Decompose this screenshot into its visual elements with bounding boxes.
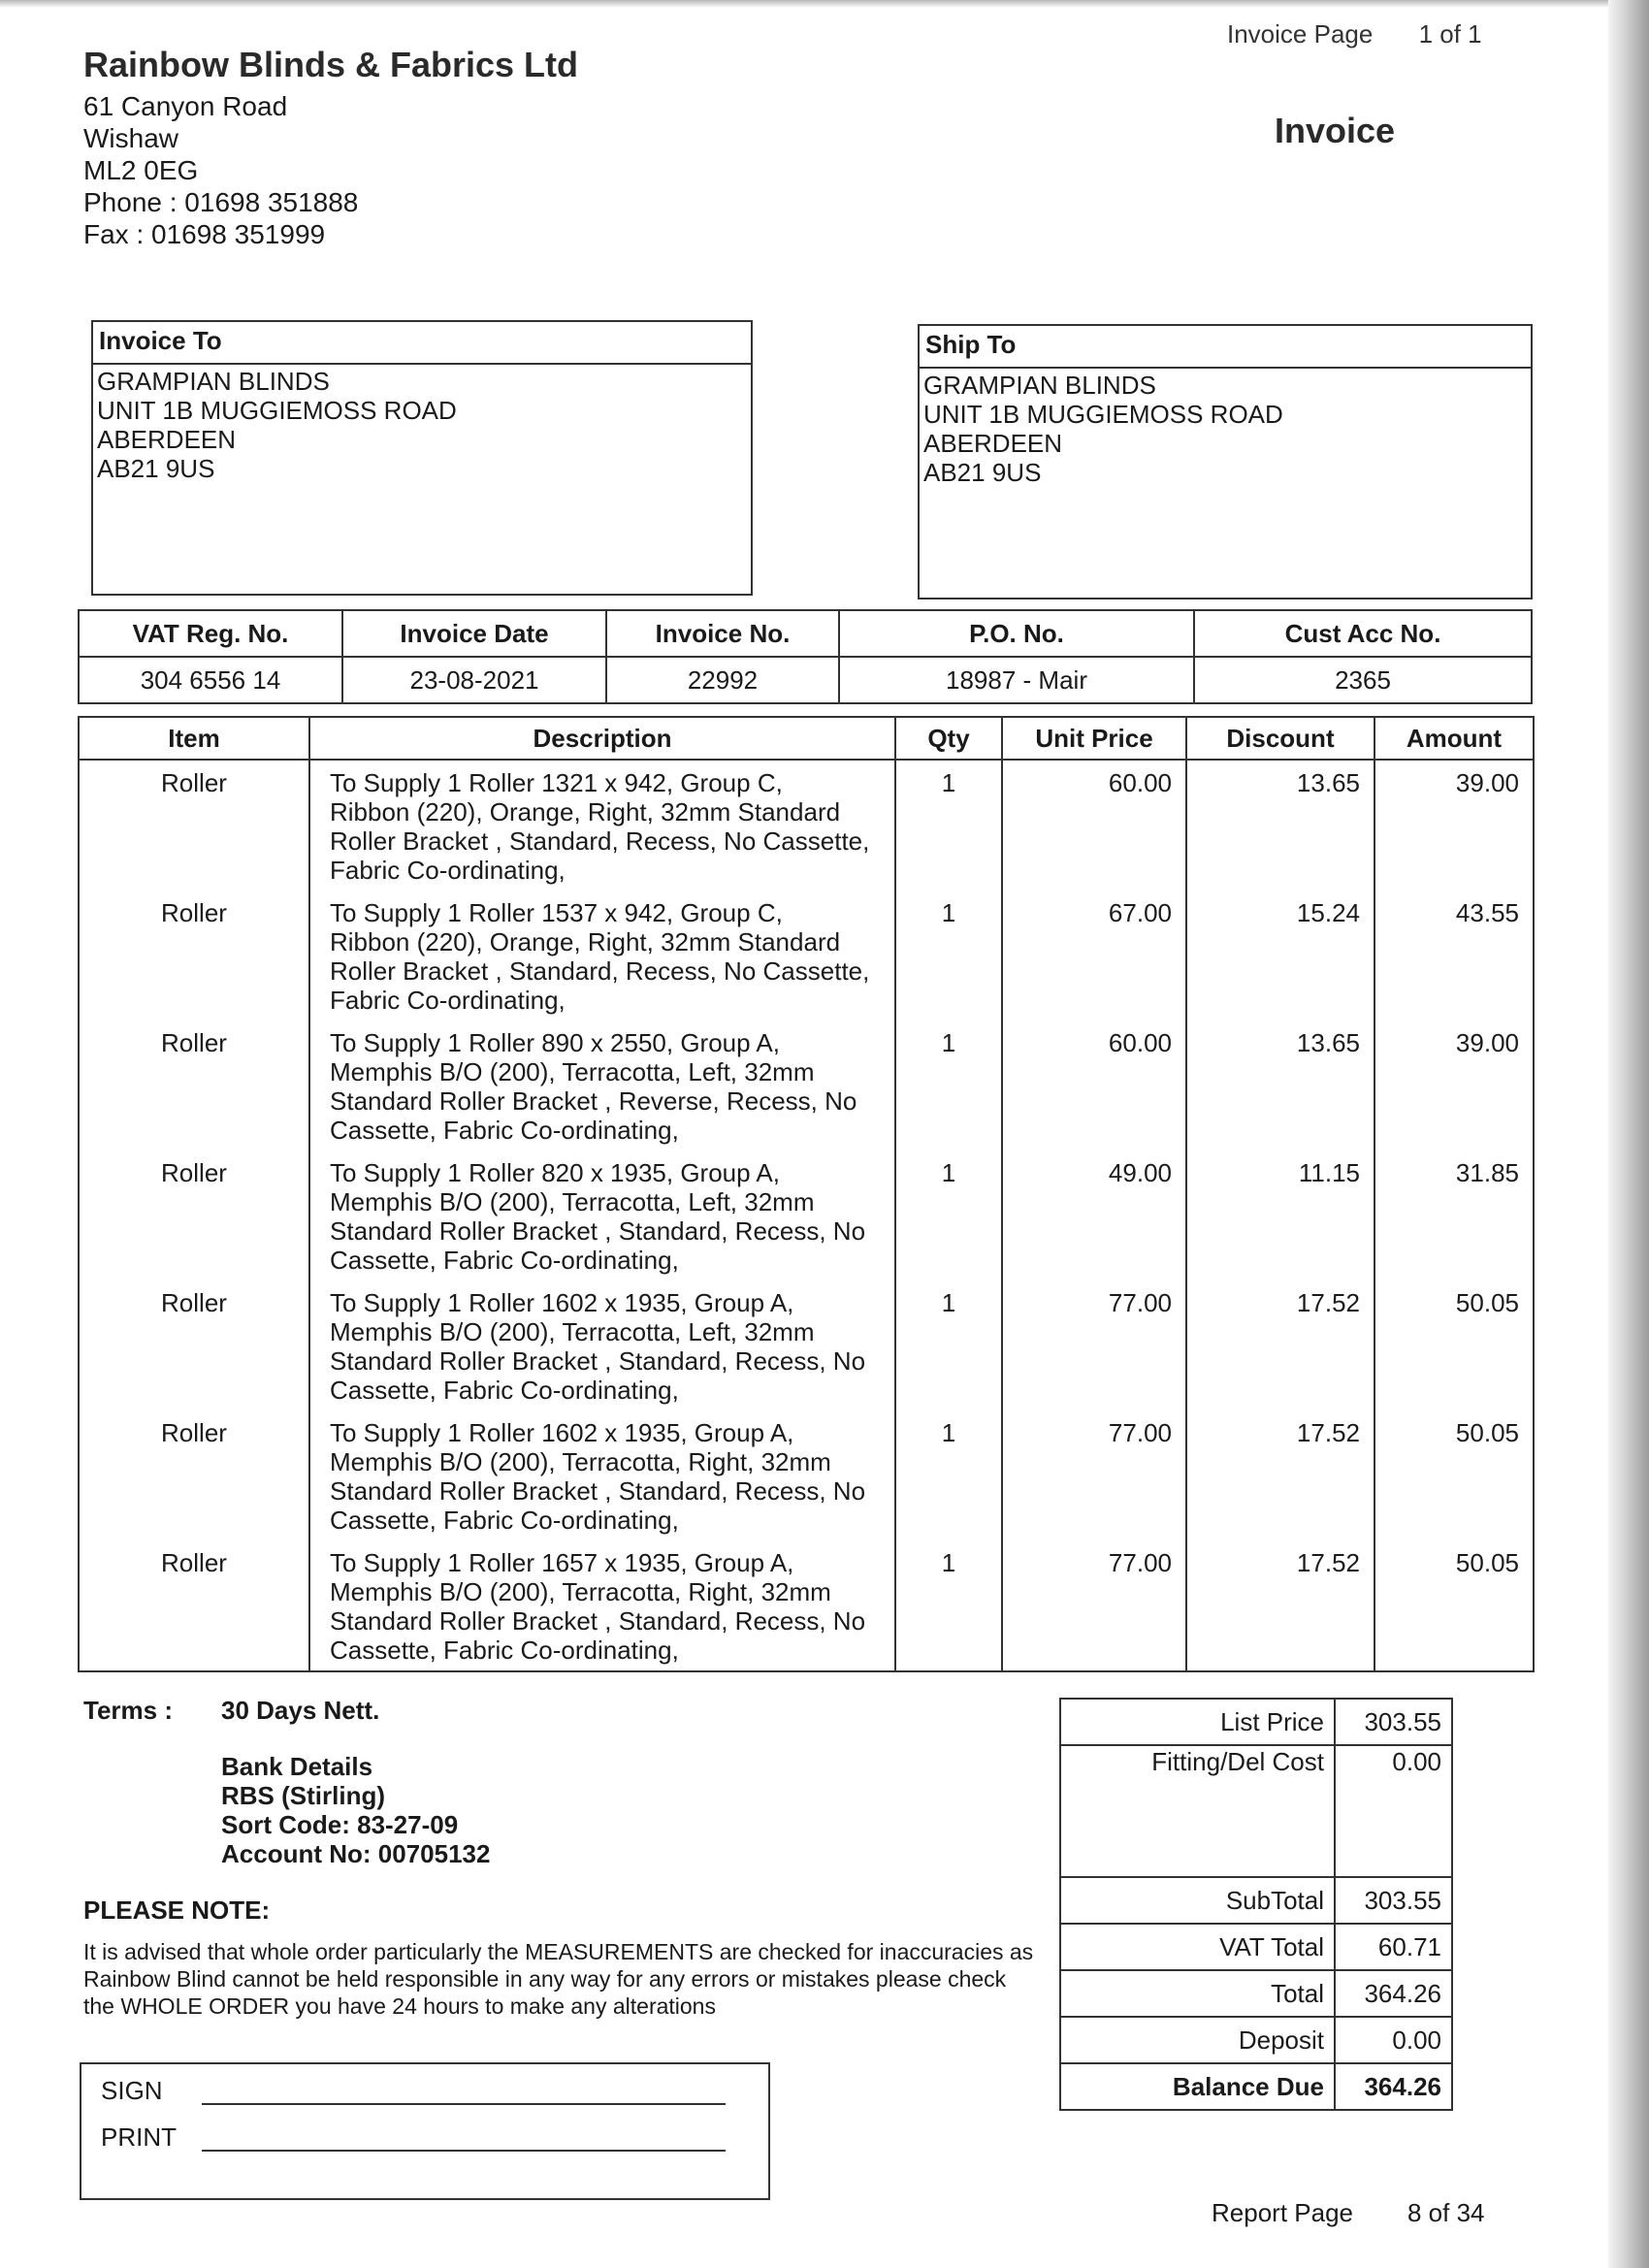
description-line: Memphis B/O (200), Terracotta, Left, 32mm <box>330 1317 815 1346</box>
description-line: To Supply 1 Roller 1321 x 942, Group C, <box>330 768 783 797</box>
ship-to-address <box>920 369 1531 489</box>
bank-details-heading: Bank Details <box>221 1752 373 1781</box>
table-row <box>79 760 1534 891</box>
signature-box <box>80 2062 770 2200</box>
description-line: Ribbon (220), Orange, Right, 32mm Standard <box>330 927 841 956</box>
table-row <box>79 1410 1534 1540</box>
unit-price-cell: 60.00 <box>1002 1021 1186 1150</box>
invoice-date-header: Invoice Date <box>342 610 606 657</box>
fitting-label: Fitting/Del Cost <box>1060 1745 1335 1877</box>
invoice-page-indicator <box>1227 19 1521 49</box>
address-line: ABERDEEN <box>923 429 1063 458</box>
description-line: Standard Roller Bracket , Reverse, Recess, No <box>330 1086 857 1116</box>
description-line: Standard Roller Bracket , Standard, Recess, No <box>330 1476 866 1506</box>
discount-cell: 17.52 <box>1186 1410 1374 1540</box>
balance-due-label: Balance Due <box>1060 2063 1335 2110</box>
deposit-label: Deposit <box>1060 2017 1335 2063</box>
table-row <box>79 1021 1534 1150</box>
discount-header: Discount <box>1186 717 1374 760</box>
qty-cell: 1 <box>895 1150 1002 1280</box>
address-line: ABERDEEN <box>97 425 237 454</box>
vat-reg-value: 304 6556 14 <box>79 657 342 703</box>
amount-cell: 31.85 <box>1374 1150 1534 1280</box>
unit-price-cell: 77.00 <box>1002 1540 1186 1671</box>
deposit-value: 0.00 <box>1335 2017 1452 2063</box>
line-items-table <box>78 716 1535 1672</box>
description-line: Cassette, Fabric Co-ordinating, <box>330 1246 679 1275</box>
discount-cell: 13.65 <box>1186 1021 1374 1150</box>
item-cell: Roller <box>79 1280 309 1410</box>
account-number: Account No: 00705132 <box>221 1839 491 1868</box>
description-line: Memphis B/O (200), Terracotta, Right, 32mm <box>330 1577 831 1606</box>
description-line: To Supply 1 Roller 1657 x 1935, Group A, <box>330 1548 794 1577</box>
terms-label: Terms : <box>83 1696 173 1725</box>
description-line: Standard Roller Bracket , Standard, Recess, No <box>330 1346 866 1376</box>
invoice-no-value: 22992 <box>606 657 839 703</box>
description-line: Memphis B/O (200), Terracotta, Right, 32mm <box>330 1447 831 1476</box>
scan-top-edge <box>0 0 1649 8</box>
address-line: GRAMPIAN BLINDS <box>97 367 330 396</box>
company-fax: Fax : 01698 351999 <box>83 219 326 249</box>
description-cell <box>309 1150 895 1280</box>
description-line: Cassette, Fabric Co-ordinating, <box>330 1116 679 1145</box>
invoice-to-heading: Invoice To <box>93 322 751 365</box>
cust-acc-header: Cust Acc No. <box>1194 610 1532 657</box>
description-line: Cassette, Fabric Co-ordinating, <box>330 1376 679 1405</box>
sign-label: SIGN <box>101 2076 163 2105</box>
scan-right-edge <box>1608 0 1649 2268</box>
unit-price-cell: 49.00 <box>1002 1150 1186 1280</box>
subtotal-label: SubTotal <box>1060 1877 1335 1924</box>
invoice-no-header: Invoice No. <box>606 610 839 657</box>
po-no-header: P.O. No. <box>839 610 1194 657</box>
unit-price-cell: 67.00 <box>1002 891 1186 1021</box>
discount-cell: 15.24 <box>1186 891 1374 1021</box>
invoice-to-box <box>91 320 753 596</box>
item-cell: Roller <box>79 1021 309 1150</box>
description-line: To Supply 1 Roller 890 x 2550, Group A, <box>330 1028 780 1057</box>
print-line[interactable] <box>202 2150 726 2152</box>
report-page-value: 8 of 34 <box>1407 2198 1485 2227</box>
fitting-value: 0.00 <box>1335 1745 1452 1877</box>
amount-cell: 39.00 <box>1374 1021 1534 1150</box>
unit-price-cell: 60.00 <box>1002 760 1186 891</box>
terms-value: 30 Days Nett. <box>221 1696 380 1725</box>
item-cell: Roller <box>79 1540 309 1671</box>
sort-code: Sort Code: 83-27-09 <box>221 1810 459 1839</box>
unit-price-cell: 77.00 <box>1002 1410 1186 1540</box>
invoice-date-value: 23-08-2021 <box>342 657 606 703</box>
item-cell: Roller <box>79 1410 309 1540</box>
description-line: Ribbon (220), Orange, Right, 32mm Standard <box>330 797 841 826</box>
amount-cell: 39.00 <box>1374 760 1534 891</box>
ship-to-box <box>918 324 1533 599</box>
qty-cell: 1 <box>895 1540 1002 1671</box>
description-cell <box>309 760 895 891</box>
total-label: Total <box>1060 1970 1335 2017</box>
table-row <box>79 1540 1534 1671</box>
bank-name: RBS (Stirling) <box>221 1781 385 1810</box>
amount-cell: 50.05 <box>1374 1280 1534 1410</box>
item-header: Item <box>79 717 309 760</box>
address-line: GRAMPIAN BLINDS <box>923 371 1156 400</box>
invoice-page-label: Invoice Page <box>1227 19 1374 49</box>
address-line: AB21 9US <box>97 454 215 483</box>
address-line: UNIT 1B MUGGIEMOSS ROAD <box>923 400 1283 429</box>
discount-cell: 11.15 <box>1186 1150 1374 1280</box>
cust-acc-value: 2365 <box>1194 657 1532 703</box>
description-header: Description <box>309 717 895 760</box>
company-name: Rainbow Blinds & Fabrics Ltd <box>83 45 579 84</box>
qty-cell: 1 <box>895 1280 1002 1410</box>
note-text: It is advised that whole order particularly the MEASUREMENTS are checked for inaccuracies as Rainbow Blind cannot be held responsible in any way for any errors or mistakes please check the WHOLE ORDER you have 24 hours to make any alterations <box>83 1939 1034 2019</box>
description-line: To Supply 1 Roller 820 x 1935, Group A, <box>330 1158 780 1187</box>
discount-cell: 17.52 <box>1186 1280 1374 1410</box>
description-line: To Supply 1 Roller 1602 x 1935, Group A, <box>330 1418 794 1447</box>
total-value: 364.26 <box>1335 1970 1452 2017</box>
qty-cell: 1 <box>895 1021 1002 1150</box>
description-cell <box>309 1280 895 1410</box>
description-line: Cassette, Fabric Co-ordinating, <box>330 1506 679 1535</box>
qty-cell: 1 <box>895 1410 1002 1540</box>
amount-cell: 43.55 <box>1374 891 1534 1021</box>
description-cell <box>309 1410 895 1540</box>
description-line: To Supply 1 Roller 1602 x 1935, Group A, <box>330 1288 794 1317</box>
table-row <box>79 891 1534 1021</box>
description-line: Fabric Co-ordinating, <box>330 856 566 885</box>
description-line: Roller Bracket , Standard, Recess, No Cassette, <box>330 826 870 856</box>
company-phone: Phone : 01698 351888 <box>83 187 359 217</box>
description-line: To Supply 1 Roller 1537 x 942, Group C, <box>330 898 783 927</box>
report-page-label: Report Page <box>1212 2198 1353 2227</box>
print-label: PRINT <box>101 2122 177 2152</box>
po-no-value: 18987 - Mair <box>839 657 1194 703</box>
document-title: Invoice <box>1275 111 1396 150</box>
description-cell <box>309 1540 895 1671</box>
company-address-line: Wishaw <box>83 123 179 153</box>
description-cell <box>309 891 895 1021</box>
description-line: Memphis B/O (200), Terracotta, Left, 32mm <box>330 1057 815 1086</box>
company-address-line: ML2 0EG <box>83 155 199 185</box>
subtotal-value: 303.55 <box>1335 1877 1452 1924</box>
table-row <box>79 1150 1534 1280</box>
amount-header: Amount <box>1374 717 1534 760</box>
item-cell: Roller <box>79 891 309 1021</box>
sign-line[interactable] <box>202 2103 726 2105</box>
description-line: Standard Roller Bracket , Standard, Recess, No <box>330 1606 866 1636</box>
description-line: Cassette, Fabric Co-ordinating, <box>330 1636 679 1665</box>
vat-total-label: VAT Total <box>1060 1924 1335 1970</box>
discount-cell: 13.65 <box>1186 760 1374 891</box>
description-cell <box>309 1021 895 1150</box>
list-price-value: 303.55 <box>1335 1699 1452 1745</box>
note-title: PLEASE NOTE: <box>83 1895 271 1925</box>
invoice-info-table <box>78 609 1533 704</box>
qty-cell: 1 <box>895 760 1002 891</box>
unit-price-header: Unit Price <box>1002 717 1186 760</box>
balance-due-value: 364.26 <box>1335 2063 1452 2110</box>
address-line: AB21 9US <box>923 458 1042 487</box>
address-line: UNIT 1B MUGGIEMOSS ROAD <box>97 396 457 425</box>
amount-cell: 50.05 <box>1374 1540 1534 1671</box>
list-price-label: List Price <box>1060 1699 1335 1745</box>
invoice-to-address <box>93 365 751 485</box>
vat-reg-header: VAT Reg. No. <box>79 610 342 657</box>
item-cell: Roller <box>79 760 309 891</box>
table-row <box>79 1280 1534 1410</box>
description-line: Roller Bracket , Standard, Recess, No Cassette, <box>330 956 870 986</box>
qty-header: Qty <box>895 717 1002 760</box>
ship-to-heading: Ship To <box>920 326 1531 369</box>
unit-price-cell: 77.00 <box>1002 1280 1186 1410</box>
qty-cell: 1 <box>895 891 1002 1021</box>
vat-total-value: 60.71 <box>1335 1924 1452 1970</box>
discount-cell: 17.52 <box>1186 1540 1374 1671</box>
description-line: Memphis B/O (200), Terracotta, Left, 32mm <box>330 1187 815 1216</box>
amount-cell: 50.05 <box>1374 1410 1534 1540</box>
description-line: Standard Roller Bracket , Standard, Recess, No <box>330 1216 866 1246</box>
company-address-line: 61 Canyon Road <box>83 91 288 121</box>
description-line: Fabric Co-ordinating, <box>330 986 566 1015</box>
item-cell: Roller <box>79 1150 309 1280</box>
invoice-page-value: 1 of 1 <box>1418 19 1482 49</box>
totals-table <box>1059 1698 1453 2111</box>
